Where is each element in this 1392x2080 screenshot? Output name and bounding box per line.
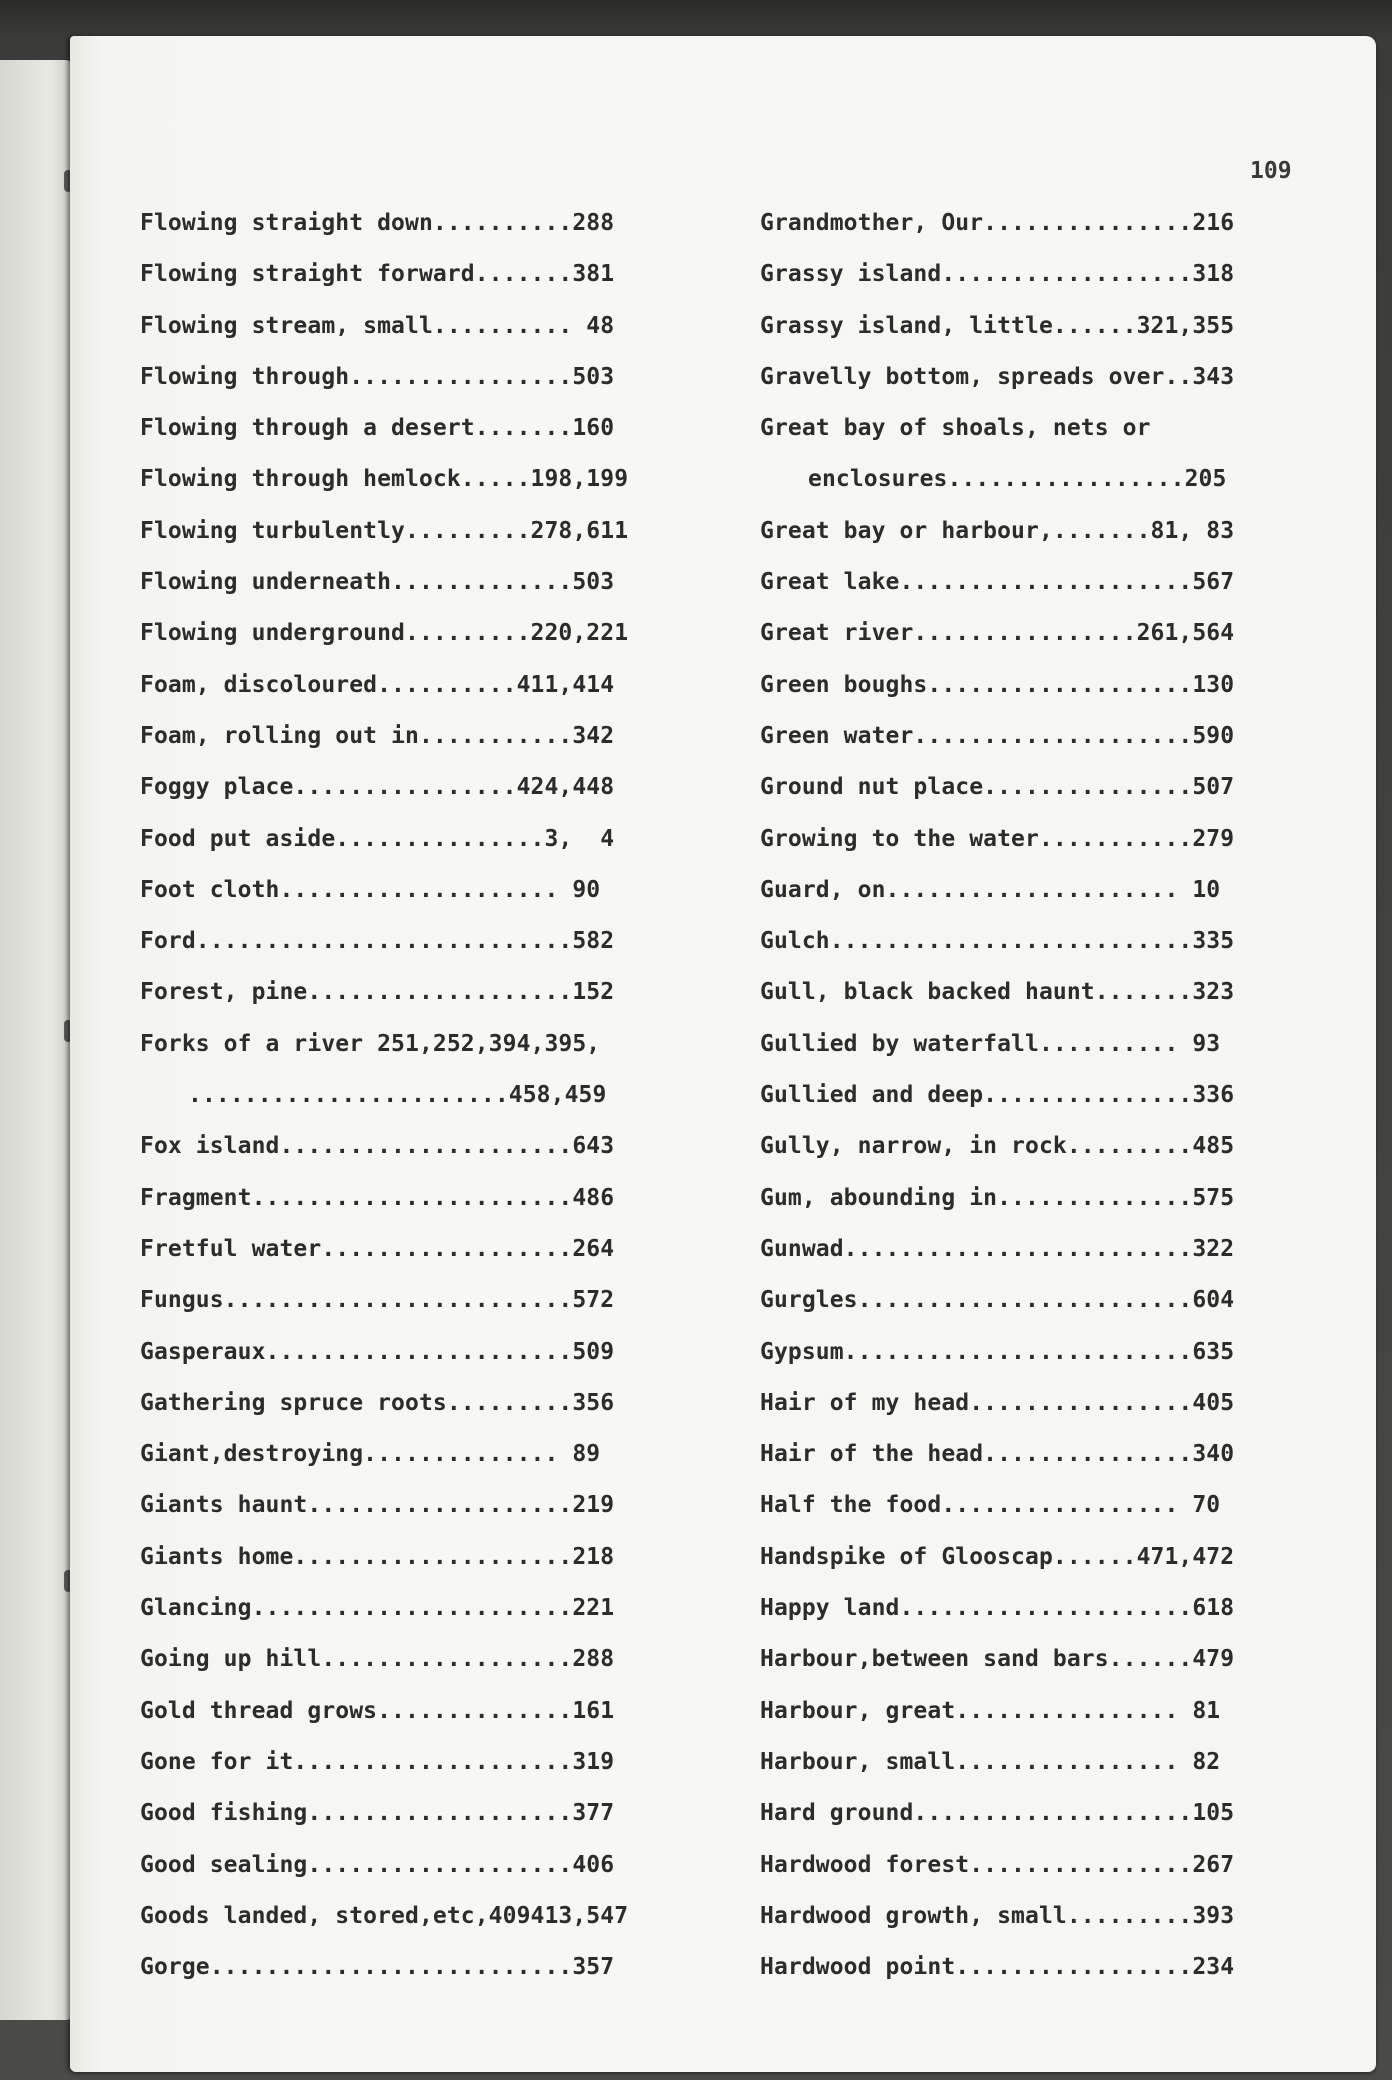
index-entry: Forest, pine...................152 — [140, 979, 615, 1006]
index-entry: Food put aside...............3, 4 — [140, 825, 615, 852]
index-entry: Gull, black backed haunt.......323 — [760, 979, 1235, 1006]
index-entry: Flowing straight forward.......381 — [140, 261, 615, 288]
index-entry: Flowing turbulently.........278,611 — [140, 517, 629, 544]
index-entry: Ground nut place...............507 — [760, 774, 1235, 801]
index-entry: Hardwood point.................234 — [760, 1954, 1235, 1981]
index-entry: Growing to the water...........279 — [760, 825, 1235, 852]
index-entry: Gathering spruce roots.........356 — [140, 1389, 615, 1416]
index-entry: Gulch..........................335 — [760, 928, 1235, 955]
index-entry: Glancing.......................221 — [140, 1595, 615, 1622]
index-entry: Gypsum.........................635 — [760, 1338, 1235, 1365]
index-entry: Hardwood forest................267 — [760, 1851, 1235, 1878]
index-entry: Gully, narrow, in rock.........485 — [760, 1133, 1235, 1160]
index-entry: Good fishing...................377 — [140, 1800, 615, 1827]
index-entry: Fungus.........................572 — [140, 1287, 615, 1314]
index-entry: Great bay or harbour,.......81, 83 — [760, 517, 1235, 544]
index-entry: Gone for it....................319 — [140, 1748, 615, 1775]
index-entry: Fragment.......................486 — [140, 1184, 615, 1211]
index-entry: Gum, abounding in..............575 — [760, 1184, 1235, 1211]
index-entry: Gullied and deep...............336 — [760, 1082, 1235, 1109]
page-number: 109 — [1250, 158, 1292, 184]
index-entry: Gullied by waterfall.......... 93 — [760, 1030, 1221, 1057]
index-entry: Hardwood growth, small.........393 — [760, 1902, 1235, 1929]
index-entry: Grandmother, Our...............216 — [760, 210, 1235, 236]
index-entry: Gunwad.........................322 — [760, 1235, 1235, 1262]
binding-edge — [0, 60, 72, 2020]
index-entry: Happy land.....................618 — [760, 1595, 1235, 1622]
index-entry: Great bay of shoals, nets or — [760, 415, 1151, 442]
index-entry: Hair of my head................405 — [760, 1389, 1235, 1416]
index-entry: Grassy island, little......321,355 — [760, 312, 1235, 339]
index-entry: Half the food................. 70 — [760, 1492, 1221, 1519]
index-entry: Gold thread grows..............161 — [140, 1697, 615, 1724]
index-entry: Foot cloth.................... 90 — [140, 876, 601, 903]
index-entry: Great lake.....................567 — [760, 569, 1235, 596]
index-entry: Hair of the head...............340 — [760, 1441, 1235, 1468]
index-entry: Foggy place................424,448 — [140, 774, 615, 801]
index-entry: Good sealing...................406 — [140, 1851, 615, 1878]
index-entry: Guard, on..................... 10 — [760, 876, 1221, 903]
index-entry: Grassy island..................318 — [760, 261, 1235, 288]
index-entry: Flowing straight down..........288 — [140, 210, 615, 236]
index-entry: Fretful water..................264 — [140, 1235, 615, 1262]
index-entry: Fox island.....................643 — [140, 1133, 615, 1160]
index-entry: Foam, discoloured..........411,414 — [140, 671, 615, 698]
index-entry: Ford...........................582 — [140, 928, 615, 955]
index-entry: Harbour, great................ 81 — [760, 1697, 1221, 1724]
index-entry: Foam, rolling out in...........342 — [140, 722, 615, 749]
index-entry: Giants haunt...................219 — [140, 1492, 615, 1519]
index-entry: Great river................261,564 — [760, 620, 1235, 647]
index-entry: Flowing stream, small.......... 48 — [140, 312, 615, 339]
index-entry: Flowing through................503 — [140, 363, 615, 390]
index-entry: Hard ground....................105 — [760, 1800, 1235, 1827]
index-entry: Going up hill..................288 — [140, 1646, 615, 1673]
index-entry: Gasperaux......................509 — [140, 1338, 615, 1365]
index-column-left — [140, 198, 680, 1993]
index-entry: Green boughs...................130 — [760, 671, 1235, 698]
index-column-right — [760, 198, 1280, 1993]
index-entry: Giant,destroying.............. 89 — [140, 1441, 601, 1468]
index-entry: Harbour,between sand bars......479 — [760, 1646, 1235, 1673]
index-entry: Gurgles........................604 — [760, 1287, 1235, 1314]
index-entry: Gravelly bottom, spreads over..343 — [760, 363, 1235, 390]
index-entry: Flowing underground.........220,221 — [140, 620, 629, 647]
index-entry: Goods landed, stored,etc,409413,547 — [140, 1902, 629, 1929]
index-entry: Giants home....................218 — [140, 1543, 615, 1570]
index-entry: Gorge..........................357 — [140, 1954, 615, 1981]
index-entry: Green water....................590 — [760, 722, 1235, 749]
index-entry-continuation: enclosures.................205 — [808, 466, 1227, 493]
index-entry: Harbour, small................ 82 — [760, 1748, 1221, 1775]
index-entry: Flowing through a desert.......160 — [140, 415, 615, 442]
index-entry-continuation: .......................458,459 — [188, 1082, 607, 1109]
index-entry: Handspike of Glooscap......471,472 — [760, 1543, 1235, 1570]
index-entry: Flowing underneath.............503 — [140, 569, 615, 596]
index-entry: Flowing through hemlock.....198,199 — [140, 466, 629, 493]
index-entry: Forks of a river 251,252,394,395, — [140, 1030, 601, 1057]
